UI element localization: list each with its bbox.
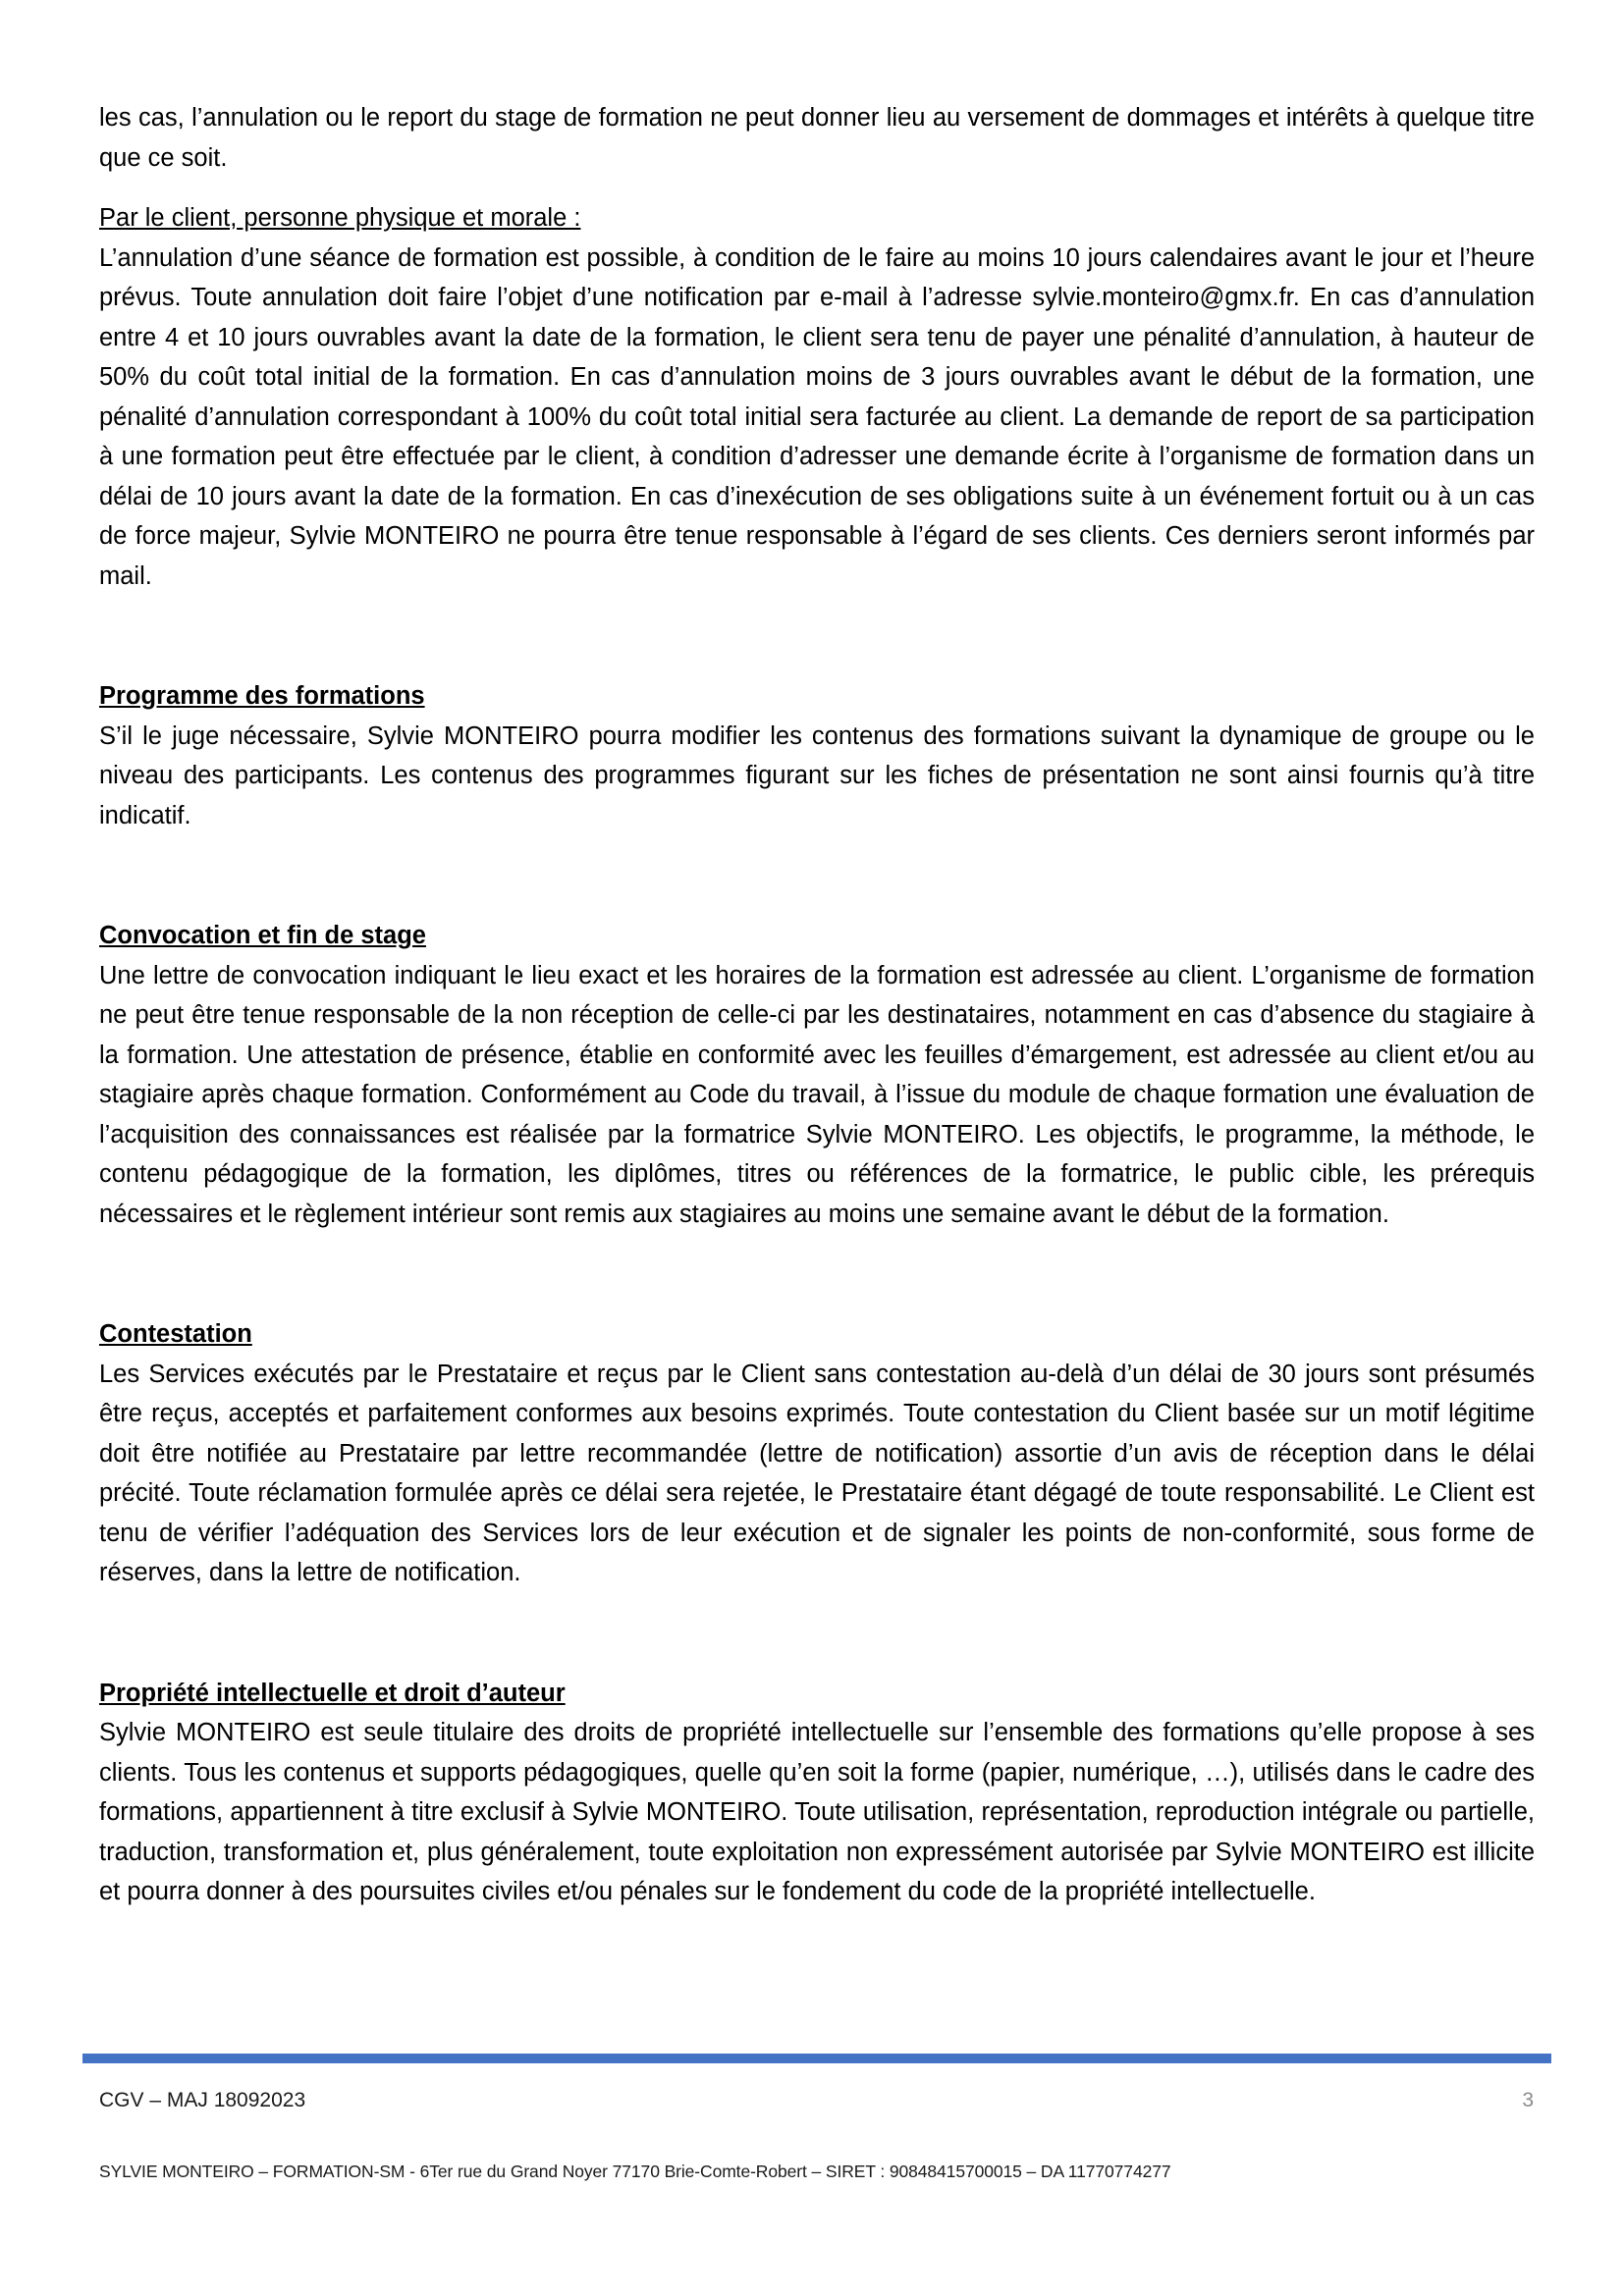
spacer	[99, 1593, 1535, 1674]
page-number: 3	[1522, 2089, 1534, 2111]
section-body-programme: S’il le juge nécessaire, Sylvie MONTEIRO pourra modifier les contenus des formations suivant la dynamique de groupe ou le niveau des participants. Les contenus des programmes figurant sur les fiches de présentation ne sont ainsi fournis qu’à titre indicatif.	[99, 721, 1535, 829]
client-cancellation-subheading: Par le client, personne physique et morale :	[99, 204, 581, 232]
section-heading-programme: Programme des formations	[99, 682, 425, 710]
section-body-contestation: Les Services exécutés par le Prestataire et reçus par le Client sans contestation au-delà d’un délai de 30 jours sont présumés être reçus, acceptés et parfaitement conformes aux besoins exprimés. Toute contestation du Client basée sur un motif légitime doit être notifiée au Prestataire par lettre recommandée (lettre de notification) assortie d’un avis de réception dans le délai précité. Toute réclamation formulée après ce délai sera rejetée, le Prestataire étant dégagé de toute responsabilité. Le Client est tenu de vérifier l’adéquation des Services lors de leur exécution et de signaler les points de non-conformité, sous forme de réserves, dans la lettre de notification.	[99, 1360, 1535, 1586]
section-heading-propriete: Propriété intellectuelle et droit d’auteur	[99, 1679, 566, 1707]
section-body-propriete: Sylvie MONTEIRO est seule titulaire des droits de propriété intellectuelle sur l’ensemble des formations qu’elle propose à ses clients. Tous les contenus et supports pédagogiques, quelle qu’en soit la forme (papier, numérique, …), utilisés dans le cadre des formations, appartiennent à titre exclusif à Sylvie MONTEIRO. Toute utilisation, représentation, reproduction intégrale ou partielle, traduction, transformation et, plus généralement, toute exploitation non expressément autorisée par Sylvie MONTEIRO est illicite et pourra donner à des poursuites civiles et/ou pénales sur le fondement du code de la propriété intellectuelle.	[99, 1719, 1535, 1905]
section-heading-convocation: Convocation et fin de stage	[99, 922, 426, 949]
intro-continuation: les cas, l’annulation ou le report du stage de formation ne peut donner lieu au versement de dommages et intérêts à quelque titre que ce soit.	[99, 104, 1535, 172]
spacer	[99, 178, 1535, 198]
footer-rule	[82, 2054, 1551, 2063]
spacer	[99, 835, 1535, 916]
page-content	[99, 98, 1535, 1912]
section-body-convocation: Une lettre de convocation indiquant le lieu exact et les horaires de la formation est adressée au client. L’organisme de formation ne peut être tenue responsable de la non réception de celle-ci par les destinataires, notamment en cas d’absence du stagiaire à la formation. Une attestation de présence, établie en conformité avec les feuilles d’émargement, est adressée au client et/ou au stagiaire après chaque formation. Conformément au Code du travail, à l’issue du module de chaque formation une évaluation de l’acquisition des connaissances est réalisée par la formatrice Sylvie MONTEIRO. Les objectifs, le programme, la méthode, le contenu pédagogique de la formation, les diplômes, titres ou références de la formatrice, le public cible, les prérequis nécessaires et le règlement intérieur sont remis aux stagiaires au moins une semaine avant le début de la formation.	[99, 961, 1535, 1228]
client-cancellation-body: L’annulation d’une séance de formation est possible, à condition de le faire au moins 10 jours calendaires avant le jour et l’heure prévus. Toute annulation doit faire l’objet d’une notification par e-mail à l’adresse sylvie.monteiro@gmx.fr. En cas d’annulation entre 4 et 10 jours ouvrables avant la date de la formation, le client sera tenu de payer une pénalité d’annulation, à hauteur de 50% du coût total initial de la formation. En cas d’annulation moins de 3 jours ouvrables avant le début de la formation, une pénalité d’annulation correspondant à 100% du coût total initial sera facturée au client. La demande de report de sa participation à une formation peut être effectuée par le client, à condition d’adresser une demande écrite à l’organisme de formation dans un délai de 10 jours avant la date de la formation. En cas d’inexécution de ses obligations suite à un événement fortuit ou à un cas de force majeur, Sylvie MONTEIRO ne pourra être tenue responsable à l’égard de ses clients. Ces derniers seront informés par mail.	[99, 243, 1535, 590]
section-heading-contestation: Contestation	[99, 1320, 252, 1348]
footer-version: CGV – MAJ 18092023	[99, 2089, 306, 2111]
spacer	[99, 596, 1535, 676]
spacer	[99, 1234, 1535, 1314]
footer-company-info: SYLVIE MONTEIRO – FORMATION-SM - 6Ter rue du Grand Noyer 77170 Brie-Comte-Robert – SIRET : 90848415700015 – DA 11770774277	[99, 2162, 1171, 2181]
